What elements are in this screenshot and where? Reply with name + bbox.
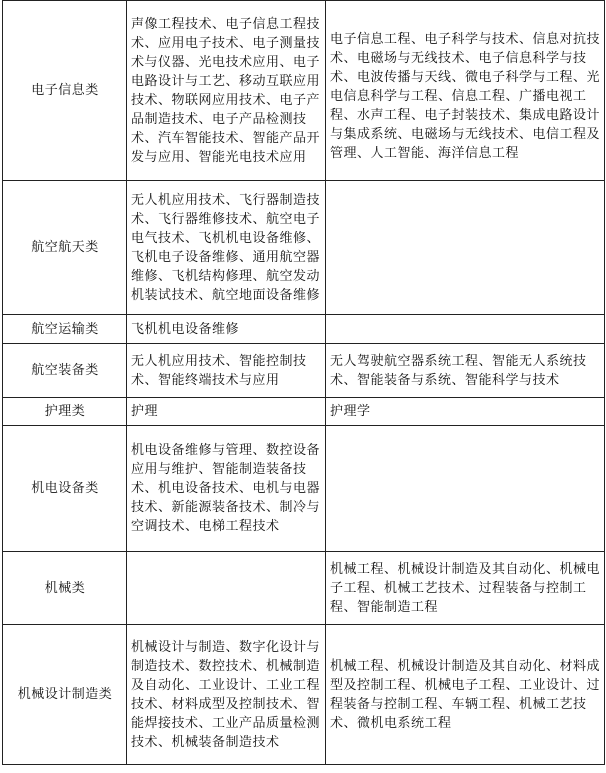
- category-cell: 航空运输类: [3, 315, 127, 344]
- vocational-majors-cell: 护理: [127, 398, 326, 426]
- undergraduate-majors-cell: 护理学: [326, 398, 605, 426]
- table-row: [3, 426, 605, 552]
- undergraduate-majors-cell: [326, 315, 605, 344]
- table-row: [3, 1, 605, 181]
- vocational-majors-cell: 无人机应用技术、飞行器制造技术、飞行器维修技术、航空电子电气技术、飞机机电设备维修、飞机电子设备维修、通用航空器维修、飞机结构修理、航空发动机装试技术、航空地面设备维修: [127, 181, 326, 315]
- table-row: [3, 315, 605, 344]
- undergraduate-majors-cell: 电子信息工程、电子科学与技术、信息对抗技术、电磁场与无线技术、电子信息科学与技术、电波传播与天线、微电子科学与工程、光电信息科学与工程、信息工程、广播电视工程、水声工程、电子封装技术、集成电路设计与集成系统、电磁场与无线技术、电信工程及管理、人工智能、海洋信息工程: [326, 1, 605, 181]
- table-row: [3, 625, 605, 765]
- category-cell: 机电设备类: [3, 426, 127, 552]
- vocational-majors-cell: 声像工程技术、电子信息工程技术、应用电子技术、电子测量技术与仪器、光电技术应用、电子电路设计与工艺、移动互联应用技术、物联网应用技术、电子产品制造技术、电子产品检测技术、汽车智能技术、智能产品开发与应用、智能光电技术应用: [127, 1, 326, 181]
- category-cell: 电子信息类: [3, 1, 127, 181]
- category-cell: 航空航天类: [3, 181, 127, 315]
- undergraduate-majors-cell: 机械工程、机械设计制造及其自动化、材料成型及控制工程、机械电子工程、工业设计、过程装备与控制工程、车辆工程、机械工艺技术、微机电系统工程: [326, 625, 605, 765]
- undergraduate-majors-cell: 无人驾驶航空器系统工程、智能无人系统技术、智能装备与系统、智能科学与技术: [326, 344, 605, 398]
- table-row: [3, 344, 605, 398]
- majors-table: [2, 0, 605, 765]
- category-cell: 机械类: [3, 552, 127, 625]
- table-row: [3, 552, 605, 625]
- vocational-majors-cell: 机械设计与制造、数字化设计与制造技术、数控技术、机械制造及自动化、工业设计、工业工程技术、材料成型及控制技术、智能焊接技术、工业产品质量检测技术、机械装备制造技术: [127, 625, 326, 765]
- vocational-majors-cell: [127, 552, 326, 625]
- undergraduate-majors-cell: 机械工程、机械设计制造及其自动化、机械电子工程、机械工艺技术、过程装备与控制工程、智能制造工程: [326, 552, 605, 625]
- undergraduate-majors-cell: [326, 426, 605, 552]
- vocational-majors-cell: 飞机机电设备维修: [127, 315, 326, 344]
- vocational-majors-cell: 机电设备维修与管理、数控设备应用与维护、智能制造装备技术、机电设备技术、电机与电器技术、新能源装备技术、制冷与空调技术、电梯工程技术: [127, 426, 326, 552]
- category-cell: 机械设计制造类: [3, 625, 127, 765]
- table-row: [3, 181, 605, 315]
- category-cell: 航空装备类: [3, 344, 127, 398]
- vocational-majors-cell: 无人机应用技术、智能控制技术、智能终端技术与应用: [127, 344, 326, 398]
- table-row: [3, 398, 605, 426]
- category-cell: 护理类: [3, 398, 127, 426]
- undergraduate-majors-cell: [326, 181, 605, 315]
